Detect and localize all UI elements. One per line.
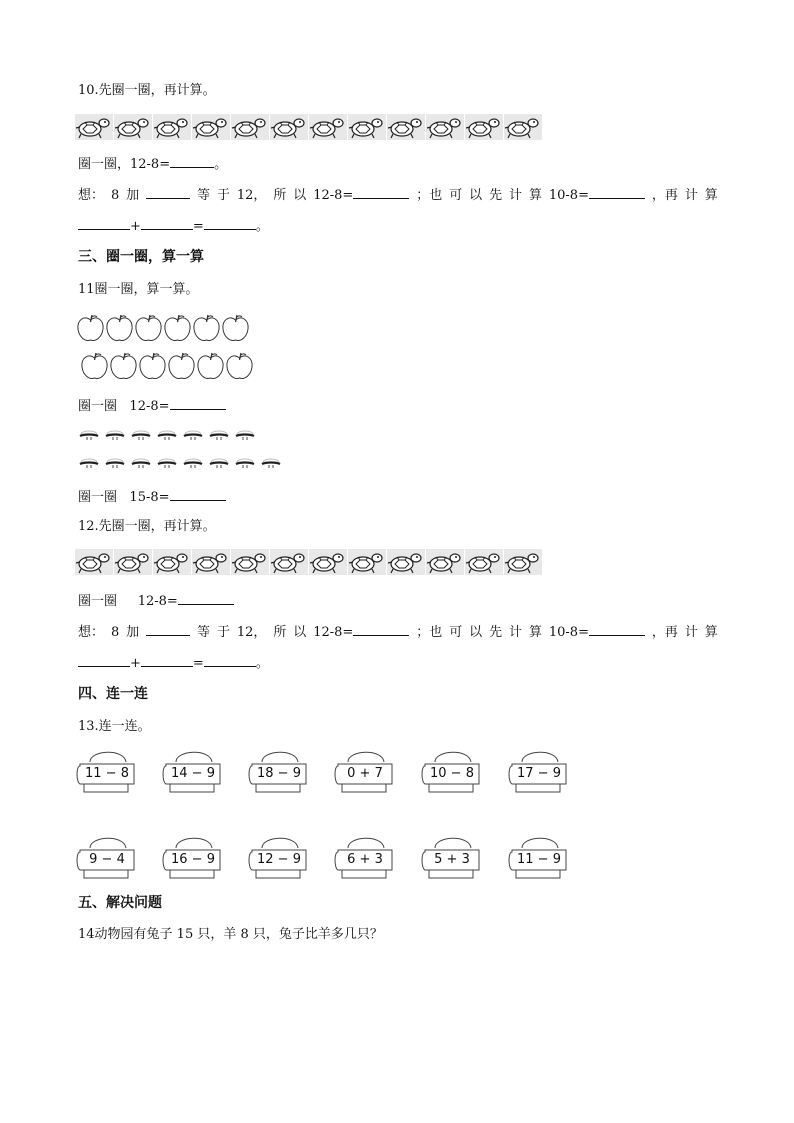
think-text: 算 — [704, 625, 718, 640]
turtle-icon — [192, 549, 230, 575]
mushroom-grid — [78, 422, 286, 478]
think-text: 于 — [216, 188, 230, 203]
q10-blank-result[interactable] — [353, 186, 409, 199]
turtle-icon — [153, 114, 191, 140]
think-text: 10-8= — [548, 625, 589, 640]
think-text: 以 — [469, 625, 483, 640]
think-text: 加 — [126, 625, 140, 640]
turtle-icon — [75, 114, 113, 140]
think-text: 10-8= — [548, 188, 589, 203]
turtle-icon — [270, 549, 308, 575]
q10-sum-line — [78, 217, 269, 236]
turtle-icon — [504, 549, 542, 575]
mitten-expression: 17 − 9 — [517, 766, 561, 781]
apple-icon — [138, 350, 167, 385]
mitten-card[interactable] — [508, 748, 570, 798]
q10-think-line — [78, 186, 718, 205]
turtle-icon — [309, 549, 347, 575]
apple-icon — [109, 350, 138, 385]
mitten-expression: 11 − 9 — [517, 852, 561, 867]
think-text: 所 — [273, 188, 287, 203]
equals-sign: = — [192, 656, 204, 671]
think-text: 8 — [110, 625, 120, 640]
apple-grid — [76, 312, 254, 388]
mushroom-icon — [208, 426, 230, 446]
turtle-icon — [387, 114, 425, 140]
expression: 12-8= — [129, 399, 170, 414]
think-text: 等 — [197, 188, 211, 203]
q10-answer-blank[interactable] — [170, 155, 214, 168]
mitten-expression: 12 − 9 — [257, 852, 301, 867]
q12-think-line — [78, 623, 718, 642]
turtle-icon — [192, 114, 230, 140]
mitten-card[interactable] — [334, 748, 396, 798]
turtle-icon — [114, 114, 152, 140]
turtle-icon — [504, 114, 542, 140]
think-text: 计 — [684, 625, 698, 640]
mushroom-icon — [104, 426, 126, 446]
mitten-card[interactable] — [76, 834, 138, 884]
mushroom-icon — [234, 426, 256, 446]
mushroom-icon — [156, 454, 178, 474]
circle-label: 圈一圈 — [78, 399, 118, 414]
think-expr — [549, 186, 645, 205]
mitten-expression: 0 + 7 — [347, 766, 383, 781]
think-expr — [549, 623, 645, 642]
mushroom-icon — [78, 426, 100, 446]
think-text: 12-8= — [313, 625, 354, 640]
think-text: ；也 — [416, 188, 443, 203]
q11-blank-2[interactable] — [170, 488, 226, 501]
think-text: 可 — [449, 625, 463, 640]
mitten-card[interactable] — [248, 748, 310, 798]
q12-blank-b[interactable] — [141, 654, 193, 667]
think-text: 12， — [236, 625, 267, 640]
circle-label: 圈一圈 — [78, 594, 118, 609]
turtle-icon — [153, 549, 191, 575]
think-text: 可 — [449, 188, 463, 203]
mitten-card[interactable] — [76, 748, 138, 798]
think-text: 12-8= — [313, 188, 354, 203]
q12-blank-result[interactable] — [353, 623, 409, 636]
plus-sign: + — [130, 219, 141, 234]
q12-blank-add[interactable] — [146, 623, 190, 636]
mitten-card[interactable] — [162, 748, 224, 798]
apple-icon — [76, 312, 105, 347]
turtle-icon — [75, 549, 113, 575]
think-text: 以 — [293, 625, 307, 640]
apple-icon — [196, 350, 225, 385]
q12-blank-a[interactable] — [78, 654, 130, 667]
mitten-expression: 16 − 9 — [171, 852, 215, 867]
think-text: 8 — [110, 188, 120, 203]
mitten-expression: 14 − 9 — [171, 766, 215, 781]
mitten-expression: 9 − 4 — [89, 852, 125, 867]
q14-text: 14动物园有兔子 15 只，羊 8 只，兔子比羊多几只？ — [78, 927, 383, 942]
think-text: 先 — [489, 188, 503, 203]
think-text: 所 — [273, 625, 287, 640]
q11-line2 — [78, 488, 226, 507]
mitten-card[interactable] — [421, 748, 483, 798]
turtle-icon — [231, 549, 269, 575]
apple-icon — [221, 312, 250, 347]
apple-icon — [225, 350, 254, 385]
think-text: 计 — [509, 188, 523, 203]
think-text: 加 — [126, 188, 140, 203]
mitten-card[interactable] — [334, 834, 396, 884]
q10-title: 10.先圈一圈，再计算。 — [78, 83, 216, 98]
q11-blank-1[interactable] — [170, 397, 226, 410]
think-text: 算 — [528, 188, 542, 203]
section-4-heading: 四、连一连 — [78, 686, 148, 702]
turtle-icon — [348, 549, 386, 575]
q12-blank-c[interactable] — [204, 654, 256, 667]
section-5-heading: 五、解决问题 — [78, 895, 162, 911]
think-text: 以 — [469, 188, 483, 203]
mushroom-icon — [208, 454, 230, 474]
q10-circle-end: 。 — [214, 157, 228, 172]
mushroom-icon — [260, 454, 282, 474]
think-text: 想： — [78, 625, 105, 640]
think-text: 以 — [293, 188, 307, 203]
apple-icon — [105, 312, 134, 347]
period: 。 — [255, 656, 269, 671]
think-text: 先 — [489, 625, 503, 640]
mitten-expression: 10 − 8 — [430, 766, 474, 781]
think-text: 算 — [528, 625, 542, 640]
q10-turtle-row — [75, 114, 543, 140]
turtle-icon — [387, 549, 425, 575]
mushroom-icon — [104, 454, 126, 474]
turtle-icon — [426, 549, 464, 575]
q12-sum-line — [78, 654, 269, 673]
q13-title: 13.连一连。 — [78, 719, 151, 734]
plus-sign: + — [130, 656, 141, 671]
apple-icon — [134, 312, 163, 347]
q11-line1 — [78, 397, 226, 416]
apple-icon — [167, 350, 196, 385]
mushroom-icon — [130, 454, 152, 474]
mitten-card[interactable] — [162, 834, 224, 884]
q10-blank-b[interactable] — [141, 217, 193, 230]
mushroom-icon — [78, 454, 100, 474]
think-text: 等 — [197, 625, 211, 640]
mushroom-icon — [156, 426, 178, 446]
q10-circle-text: 圈一圈，12-8= — [78, 157, 171, 172]
q11-title: 11圈一圈，算一算。 — [78, 282, 199, 297]
think-expr — [313, 623, 409, 642]
circle-label: 圈一圈 — [78, 490, 118, 505]
think-text: 于 — [216, 625, 230, 640]
mitten-card[interactable] — [421, 834, 483, 884]
think-text: ，再 — [651, 188, 678, 203]
turtle-icon — [270, 114, 308, 140]
mitten-expression: 11 − 8 — [85, 766, 129, 781]
turtle-icon — [465, 114, 503, 140]
q12-circle-line — [78, 592, 234, 611]
turtle-icon — [114, 549, 152, 575]
think-text: 想： — [78, 188, 105, 203]
mitten-card[interactable] — [508, 834, 570, 884]
mushroom-icon — [182, 426, 204, 446]
think-text: 计 — [684, 188, 698, 203]
q10-blank-add[interactable] — [146, 186, 190, 199]
mushroom-icon — [182, 454, 204, 474]
q12-title: 12.先圈一圈，再计算。 — [78, 519, 216, 534]
q10-blank-108[interactable] — [589, 186, 645, 199]
turtle-icon — [309, 114, 347, 140]
q10-circle-line — [78, 155, 227, 174]
apple-icon — [80, 350, 109, 385]
section-3-heading: 三、圈一圈，算一算 — [78, 249, 204, 265]
turtle-icon — [465, 549, 503, 575]
think-text: 计 — [509, 625, 523, 640]
mitten-expression: 5 + 3 — [434, 852, 470, 867]
mitten-expression: 6 + 3 — [347, 852, 383, 867]
think-text: 12， — [236, 188, 267, 203]
q12-blank-108[interactable] — [589, 623, 645, 636]
mitten-expression: 18 − 9 — [257, 766, 301, 781]
think-text: ；也 — [416, 625, 443, 640]
expression: 15-8= — [129, 490, 170, 505]
apple-icon — [192, 312, 221, 347]
turtle-icon — [426, 114, 464, 140]
mushroom-icon — [234, 454, 256, 474]
think-text: 算 — [704, 188, 718, 203]
turtle-icon — [231, 114, 269, 140]
turtle-icon — [348, 114, 386, 140]
apple-icon — [163, 312, 192, 347]
q10-blank-a[interactable] — [78, 217, 130, 230]
expression: 12-8= — [137, 594, 178, 609]
equals-sign: = — [192, 219, 204, 234]
q12-turtle-row — [75, 549, 543, 575]
think-expr — [313, 186, 409, 205]
q12-blank[interactable] — [178, 592, 234, 605]
q10-blank-c[interactable] — [204, 217, 256, 230]
mushroom-icon — [130, 426, 152, 446]
mitten-card[interactable] — [248, 834, 310, 884]
period: 。 — [255, 219, 269, 234]
think-text: ，再 — [651, 625, 678, 640]
